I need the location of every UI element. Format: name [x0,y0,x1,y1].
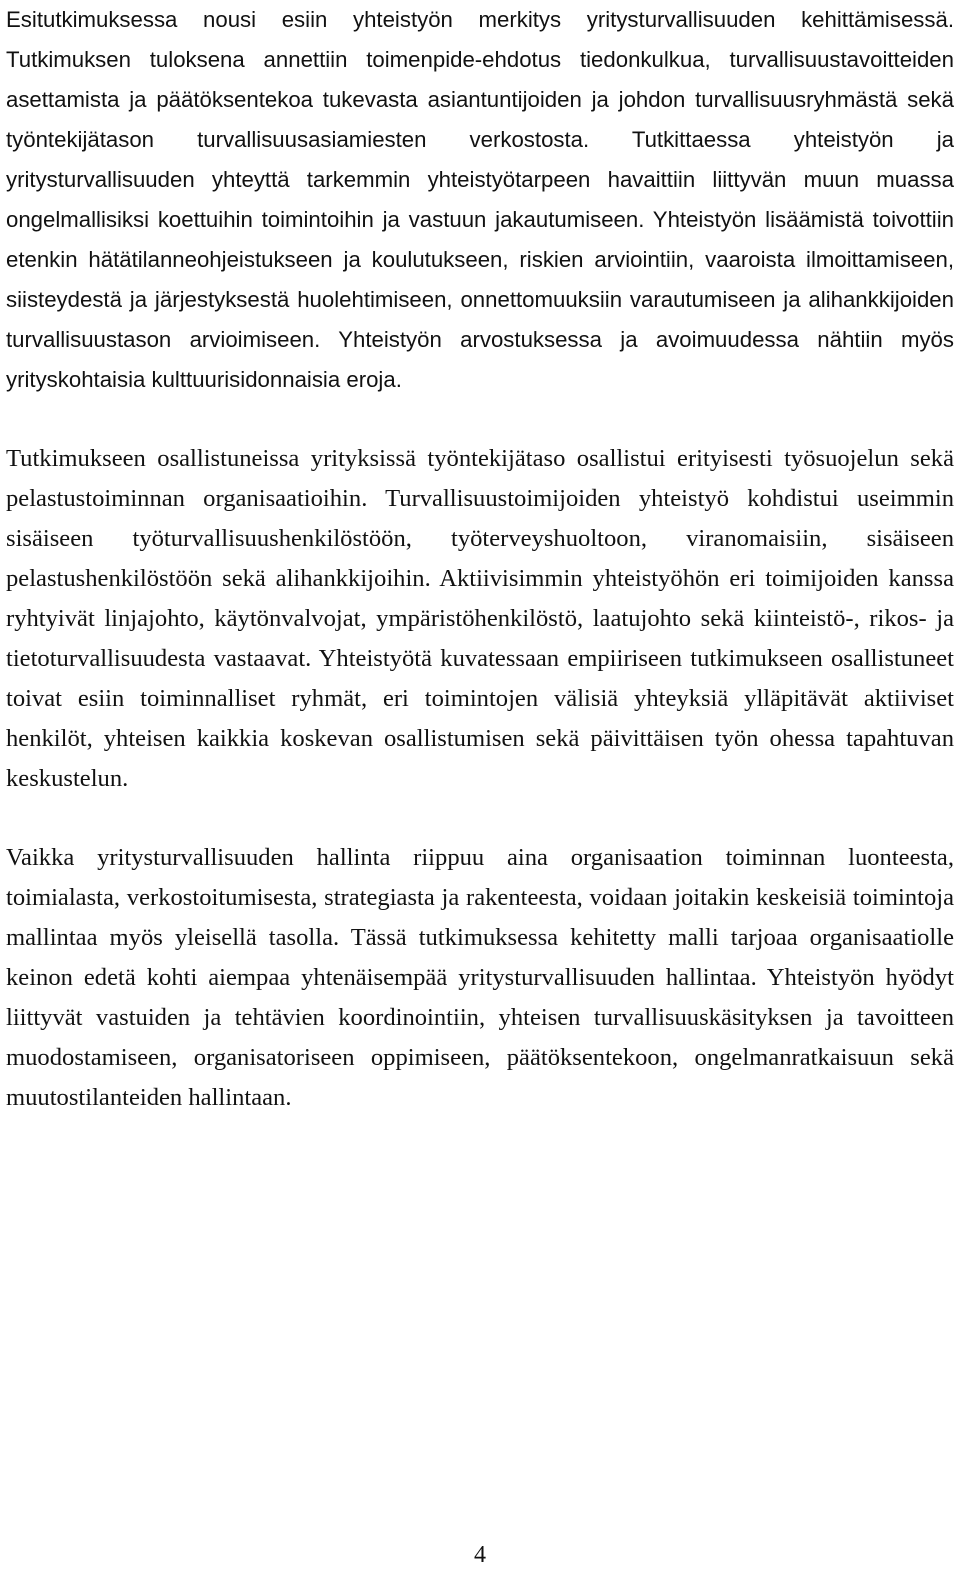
paragraph-3: Vaikka yritysturvallisuuden hallinta riippuu aina organisaation toiminnan luonteesta, toimialasta, verkostoitumisesta, strategiasta ja rakenteesta, voidaan joitakin keskeisiä toimintoja mallintaa myös yleisellä tasolla. Tässä tutkimuksessa kehitetty malli tarjoaa organisaatiolle keinon edetä kohti aiempaa yhtenäisempää yritysturvallisuuden hallintaa. Yhteistyön hyödyt liittyvät vastuiden ja tehtävien koordinointiin, yhteisen turvallisuuskäsityksen ja tavoitteen muodostamiseen, organisatoriseen oppimiseen, päätöksentekoon, ongelmanratkaisuun sekä muutostilanteiden hallintaan. [6,844,954,1111]
page-number: 4 [474,1542,486,1568]
paragraph-2: Tutkimukseen osallistuneissa yrityksissä työntekijätaso osallistui erityisesti työsuojelun sekä pelastustoiminnan organisaatioihin. Turvallisuustoimijoiden yhteistyö kohdistui useimmin sisäiseen työturvallisuushenkilöstöön, työterveyshuoltoon, viranomaisiin, sisäiseen pelastushenkilöstöön sekä alihankkijoihin. Aktiivisimmin yhteistyöhön eri toimijoiden kanssa ryhtyivät linjajohto, käytönvalvojat, ympäristöhenkilöstö, laatujohto sekä kiinteistö-, rikos- ja tietoturvallisuudesta vastaavat. Yhteistyötä kuvatessaan empiiriseen tutkimukseen osallistuneet toivat esiin toiminnalliset ryhmät, eri toimintojen välisiä yhteyksiä ylläpitävät aktiiviset henkilöt, yhteisen kaikkia koskevan osallistumisen sekä päivittäisen työn ohessa tapahtuvan keskustelun. [6,445,954,792]
paragraph-1: Esitutkimuksessa nousi esiin yhteistyön merkitys yritysturvallisuuden kehittämisessä. Tutkimuksen tuloksena annettiin toimenpide-ehdotus tiedonkulkua, turvallisuustavoitteiden asettamista ja päätöksentekoa tukevasta asiantuntijoiden ja johdon turvallisuusryhmästä sekä työntekijätason turvallisuusasiamiesten verkostosta. Tutkittaessa yhteistyön ja yritysturvallisuuden yhteyttä tarkemmin yhteistyötarpeen havaittiin liittyvän muun muassa ongelmallisiksi koettuihin toimintoihin ja vastuun jakautumiseen. Yhteistyön lisäämistä toivottiin etenkin hätätilanneohjeistukseen ja koulutukseen, riskien arviointiin, vaaroista ilmoittamiseen, siisteydestä ja järjestyksestä huolehtimiseen, onnettomuuksiin varautumiseen ja alihankkijoiden turvallisuustason arvioimiseen. Yhteistyön arvostuksessa ja avoimuudessa nähtiin myös yrityskohtaisia kulttuurisidonnaisia eroja. [6,7,954,392]
document-body [6,0,954,1118]
